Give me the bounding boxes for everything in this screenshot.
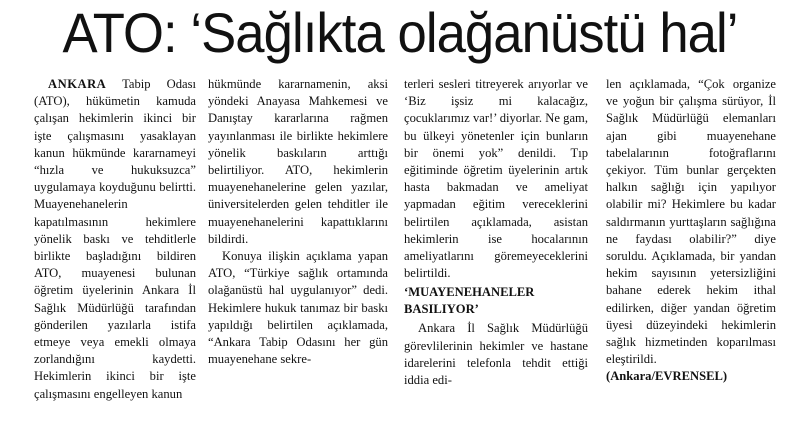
column-4 [606,76,776,427]
dateline: ANKARA [48,77,107,91]
paragraph: Konuya ilişkin açıklama yapan ATO, “Türkiye sağlık ortamında olağanüstü hal uygulanıyor” dedi. Hekimlere hukuk tanımaz bir baskı yapıldığı belirtilen açıklamada, “Ankara Tabip Odasını her gün muayenehane sekre- [208,249,388,367]
paragraph: len açıklamada, “Çok organize ve yoğun bir çalışma sürüyor, İl Sağlık Müdürlüğü elemanları ajan gibi muayenehane tabelalarının fotoğraflarını çekiyor. Tüm bunlar gerçekten halkın sağlığı için yapılıyor olabilir mi? Hekimlere bu kadar saldırmanın yurttaşların sağlığına ne faydası olabilir?” diye soruldu. Açıklamada, bir yandan hekim sayısının yetersizliğini bahane ederek hekim ithal edilirken, diğer yandan öğretim üyesi düzeyindeki hekimlerin sağlık hizmetinden koparılması eleştirildi. [606,77,776,367]
column-3 [404,76,588,427]
paragraph-text: Tabip Odası (ATO), hükümetin kamuda çalışan hekimlerin ikinci bir işte çalışmasını yasaklayan kanun hükmünde kararnameyi “hızla ve hukuksuzca” uygulamaya koyduğunu belirtti. Muayenehanelerin kapatılmasının hekimlere yönelik baskı ve tehditlerle birlikte başladığını bildiren ATO, muayenesi bulunan öğretim üyelerinin Ankara İl Sağlık Müdürlüğü tarafından gönderilen yazılarla istifa etmeye veya emekli olmaya zorlandığını kaydetti. Hekimlerin ikinci bir işte çalışmasını engelleyen kanun [34,77,196,401]
byline: (Ankara/EVRENSEL) [606,369,728,384]
headline: ATO: ‘Sağlıkta olağanüstü hal’ [62,1,738,64]
column-2 [208,76,388,427]
subheading: ‘MUAYENEHANELER BASILIYOR’ [404,285,535,317]
column-1 [34,76,196,427]
article-body [0,76,800,427]
paragraph: terleri sesleri titreyerek arıyorlar ve ‘Biz işsiz mi kalacağız, çocuklarımız var!’ diyorlar. Ne gam, bu ülkeyi yönetenler için bunların bir önemi yok” denildi. Tıp eğitiminde öğretim üyelerinin artık hasta bakmadan ve ameliyat yapmadan eğitim vereceklerini belirtilen açıklamada, asistan hekimlerin ise hocalarının ameliyatlarını göremeyeceklerini belirtildi. [404,77,588,281]
paragraph: Ankara İl Sağlık Müdürlüğü görevlilerinin hekimler ve hastane idarelerini telefonla tehdit ettiği iddia edi- [404,321,588,388]
paragraph [34,76,196,403]
paragraph: hükmünde kararnamenin, aksi yöndeki Anayasa Mahkemesi ve Danıştay kararlarına rağmen yayınlanması ile birlikte hekimlere yönelik baskıların arttığı belirtiliyor. ATO, hekimlerin muayenehanelerine gelen yazılar, üniversitelerden gelen tehditler ile muayenehanelerini kapattıklarını bildirdi. [208,77,388,246]
